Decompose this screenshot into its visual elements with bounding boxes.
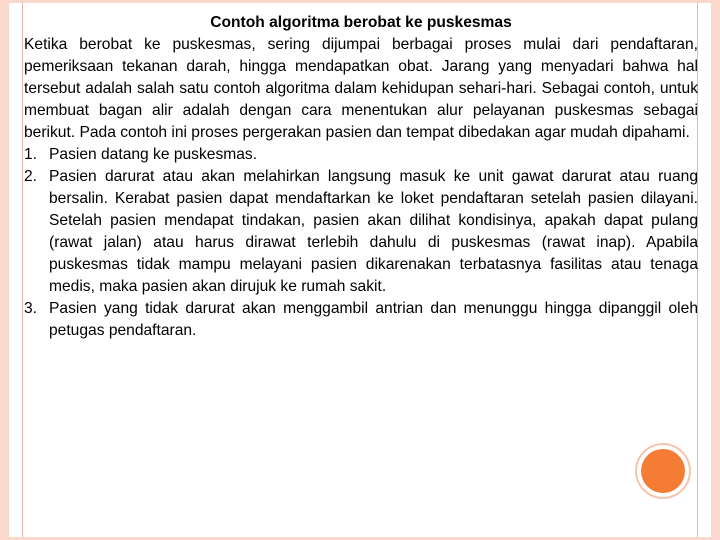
list-marker: 3. — [24, 300, 38, 317]
steps-list — [24, 144, 698, 342]
list-item-text: Pasien datang ke puskesmas. — [49, 146, 258, 163]
intro-paragraph: Ketika berobat ke puskesmas, sering dijumpai berbagai proses mulai dari pendaftaran, pemeriksaan tekanan darah, hingga mendapatkan obat. Jarang yang menyadari bahwa hal tersebut adalah salah satu contoh algoritma dalam kehidupan sehari-hari. Sebagai contoh, untuk membuat bagan alir adalah dengan cara menentukan alur pelayanan puskesmas sebagai berikut. Pada contoh ini proses pergerakan pasien dan tempat dibedakan agar mudah dipahami. — [24, 36, 698, 141]
list-marker: 2. — [24, 168, 38, 185]
list-marker: 1. — [24, 146, 38, 163]
list-item — [24, 298, 698, 342]
list-item-text: Pasien darurat atau akan melahirkan langsung masuk ke unit gawat darurat atau ruang bersalin. Kerabat pasien dapat mendaftarkan ke loket pendaftaran setelah pasien dilayani. Setelah pasien mendapat tindakan, pasien akan dilihat kondisinya, apakah dapat pulang (rawat jalan) atau harus dirawat terlebih dahulu di puskesmas (rawat inap). Apabila puskesmas tidak mampu melayani pasien dikarenakan terbatasnya fasilitas atau tenaga medis, maka pasien akan dirujuk ke rumah sakit. — [49, 168, 698, 295]
slide-title: Contoh algoritma berobat ke puskesmas — [210, 14, 512, 31]
slide-content — [24, 12, 698, 342]
orange-circle-decoration — [641, 449, 685, 493]
list-item — [24, 144, 698, 166]
list-item — [24, 166, 698, 298]
list-item-text: Pasien yang tidak darurat akan menggambil antrian dan menunggu hingga dipanggil oleh petugas pendaftaran. — [49, 300, 698, 339]
